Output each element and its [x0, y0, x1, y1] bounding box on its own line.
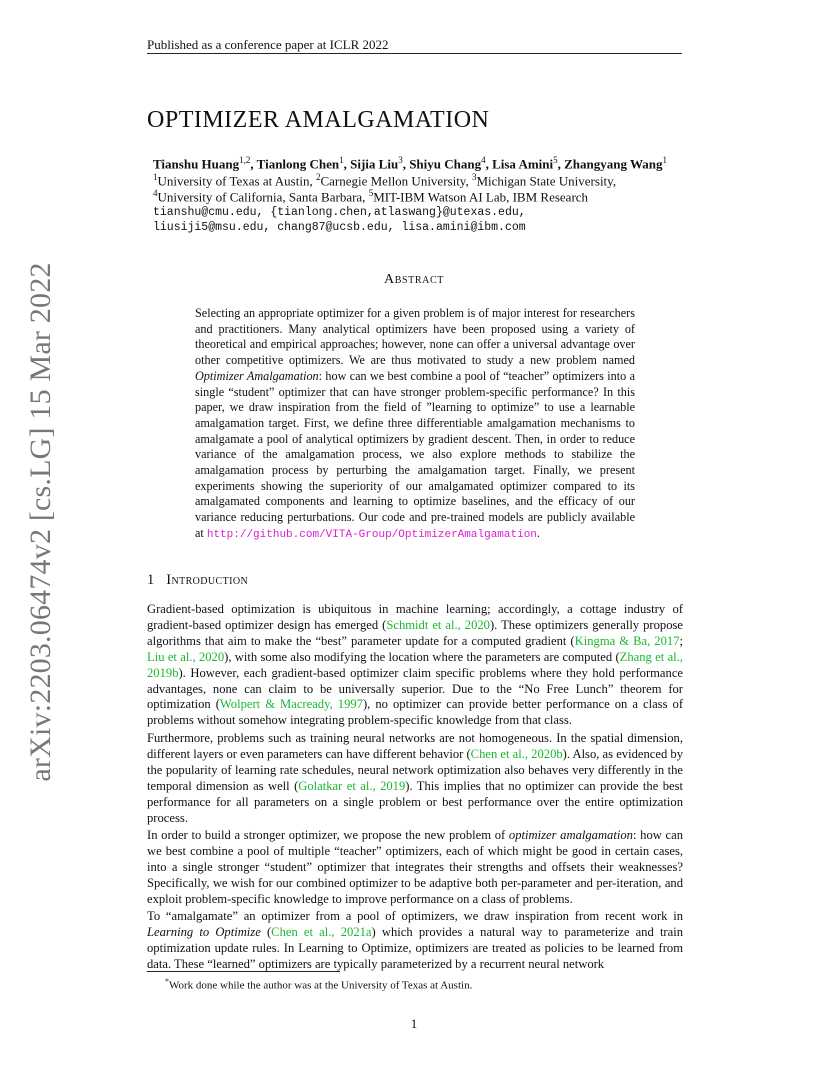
- footnote: [165, 977, 472, 992]
- citation-link[interactable]: Liu et al., 2020: [147, 649, 225, 664]
- code-repository-link[interactable]: http://github.com/VITA-Group/OptimizerAmalgamation: [206, 528, 537, 541]
- arxiv-stamp: [22, 262, 60, 782]
- author-affil-mark: 4: [481, 155, 486, 165]
- citation-link[interactable]: Schmidt et al., 2020: [386, 617, 490, 632]
- paragraph-text: ), with some also modifying the location where the parameters are computed (: [224, 649, 620, 664]
- header-rule: [147, 53, 682, 54]
- author: Sijia Liu: [350, 156, 399, 172]
- affil-mark: 3: [471, 172, 477, 182]
- section-number: 1: [147, 572, 155, 588]
- citation-link[interactable]: Chen et al., 2020b: [470, 746, 563, 761]
- abstract-emphasis: Optimizer Amalgamation: [195, 368, 319, 383]
- paragraph-3: [147, 828, 683, 908]
- title-letter-o: O: [147, 107, 165, 133]
- citation-link[interactable]: Zhang et al., 2019b: [147, 649, 683, 680]
- paper-title: [147, 107, 489, 134]
- abstract-text: : how can we best combine a pool of “teacher” optimizers into a single “student” optimizer that can have stronger problem-specific performance? In this paper, we draw inspiration from the field of ”learning to optimize” to use a learnable amalgamation target. First, we define three differentiable amalgamation mechanisms to amalgamate a pool of analytical optimizers by gradient descent. Then, in order to reduce variance of the amalgamation process, we also explore methods to stabilize the amalgamation process by perturbing the amalgamation target. Finally, we present experiments showing the superiority of our amalgamated optimizer compared to its amalgamated components and learning to optimize baselines, and the efficacy of our variance reducing perturbations. Our code and pre-trained models are publicly available at: [195, 368, 635, 540]
- paragraph-1: [147, 602, 683, 729]
- title-word-2-rest: MALGAMATION: [302, 107, 490, 133]
- author-affil-mark: 1: [339, 155, 344, 165]
- citation-link[interactable]: Chen et al., 2021a: [271, 924, 372, 939]
- abstract-text: Selecting an appropriate optimizer for a given problem is of major interest for researchers and practitioners. Many analytical optimizers have been proposed using a variety of theoretical and empirical approaches; however, none can offer a universal advantage over other competitive optimizers. We are thus motivated to study a new problem named: [195, 306, 635, 368]
- paragraph-4: [147, 909, 683, 973]
- title-letter-a: A: [284, 107, 303, 133]
- affiliation: Michigan State University,: [476, 173, 617, 189]
- section-title: Introduction: [166, 572, 249, 588]
- page-number: 1: [410, 1016, 418, 1031]
- paragraph-text: Furthermore, problems such as training neural networks are not homogeneous. In the spatial dimension, different layers or even parameters can have different behavior (: [147, 731, 683, 761]
- abstract-end: .: [536, 525, 540, 540]
- author-emails-line-2: liusiji5@msu.edu, chang87@ucsb.edu, lisa.amini@ibm.com: [153, 221, 526, 234]
- paragraph-text: : how can we best combine a pool of multiple “teacher” optimizers, each of which might be good in certain cases, into a single stronger “student” optimizer that integrates their strengths and offsets their weaknesses? Specifically, we wish for our combined optimizer to be adaptive both per-parameter and per-iteration, and exploit problem-specific knowledge to improve performance on a class of problems.: [147, 828, 684, 906]
- abstract-heading: Abstract: [384, 272, 444, 287]
- affiliation: University of California, Santa Barbara,: [157, 189, 369, 205]
- paragraph-text: To “amalgamate” an optimizer from a pool of optimizers, we draw inspiration from recent work in: [147, 909, 683, 923]
- affil-mark: 5: [368, 188, 374, 198]
- citation-link[interactable]: Golatkar et al., 2019: [298, 778, 406, 793]
- affiliations-line-2: [153, 188, 588, 205]
- paragraph-text: ), no optimizer can provide better performance on a class of problems without somehow integrating problem-specific knowledge from that class.: [147, 697, 684, 728]
- paragraph-text: Gradient-based optimization is ubiquitous in machine learning; accordingly, a cottage industry of gradient-based optimizer design has emerged (: [147, 602, 683, 632]
- paragraph-text: ). These optimizers generally propose algorithms that aim to make the “best” parameter update for a computed gradient (: [147, 617, 684, 648]
- footnote-mark: *: [165, 977, 169, 986]
- paragraph-text: ). This implies that no optimizer can provide the best performance for all parameters on a single problem or best performance over the entire optimization process.: [147, 778, 683, 825]
- running-header: Published as a conference paper at ICLR 2022: [147, 37, 389, 52]
- author: Tianshu Huang: [153, 156, 240, 172]
- paragraph-emphasis: Learning to Optimize: [147, 924, 261, 939]
- citation-link[interactable]: Wolpert & Macready, 1997: [219, 697, 363, 712]
- author-affil-mark: 1: [662, 155, 668, 165]
- section-heading: [147, 572, 248, 589]
- paragraph-text: In order to build a stronger optimizer, we propose the new problem of: [147, 828, 509, 842]
- title-word-1-rest: PTIMIZER: [164, 107, 280, 133]
- author-affil-mark: 5: [553, 155, 558, 165]
- affiliation: Carnegie Mellon University,: [320, 173, 472, 189]
- affiliation: MIT-IBM Watson AI Lab, IBM Research: [373, 189, 589, 205]
- abstract-body: [195, 306, 635, 544]
- affiliations-line-1: [153, 172, 616, 189]
- paragraph-text: ) which provides a natural way to parameterize and train optimization update rules. In Learning to Optimize, optimizers are treated as policies to be learned from data. These “learned” optimizers are typically parameterized by a recurrent neural network: [147, 924, 684, 971]
- author-emails-line-1: tianshu@cmu.edu, {tianlong.chen,atlaswang}@utexas.edu,: [153, 206, 526, 219]
- paragraph-text: ). However, each gradient-based optimizer claim specific problems where they hold performance advantages, none can claim to be universally superior. Due to the “No Free Lunch” theorem for optimization (: [147, 665, 683, 712]
- author-affil-mark: 3: [398, 155, 403, 165]
- paragraph-text: ). Also, as evidenced by the popularity of learning rate schedules, neural network optimization also behaves very differently in the temporal dimension as well (: [147, 746, 683, 793]
- author: Lisa Amini: [492, 156, 554, 172]
- paragraph-2: [147, 731, 683, 826]
- author: Shiyu Chang: [409, 156, 482, 172]
- author-list: Tianshu Huang$^{1,2}$, Tianlong Chen$^1$, Sijia Liu$^3$, Shiyu Chang$^4$, Lisa Amini$^5$, Zhangyang Wang$^1$: [153, 155, 668, 172]
- affil-mark: 1: [153, 172, 158, 182]
- affiliation: University of Texas at Austin,: [157, 173, 316, 189]
- footnote-text: Work done while the author was at the University of Texas at Austin.: [169, 979, 473, 992]
- paragraph-text: ;: [679, 633, 683, 648]
- author: Tianlong Chen: [256, 156, 340, 172]
- paragraph-emphasis: optimizer amalgamation: [508, 828, 633, 842]
- affil-mark: 4: [153, 188, 158, 198]
- author-affil-mark: 1,2: [239, 155, 251, 165]
- affil-mark: 2: [315, 172, 321, 182]
- footnote-rule: [147, 971, 340, 972]
- paragraph-text: (: [260, 924, 272, 939]
- arxiv-stamp-text: arXiv:2203.06474v2 [cs.LG] 15 Mar 2022: [24, 262, 57, 782]
- author: Zhangyang Wang: [564, 156, 663, 172]
- citation-link[interactable]: Kingma & Ba, 2017: [574, 633, 680, 648]
